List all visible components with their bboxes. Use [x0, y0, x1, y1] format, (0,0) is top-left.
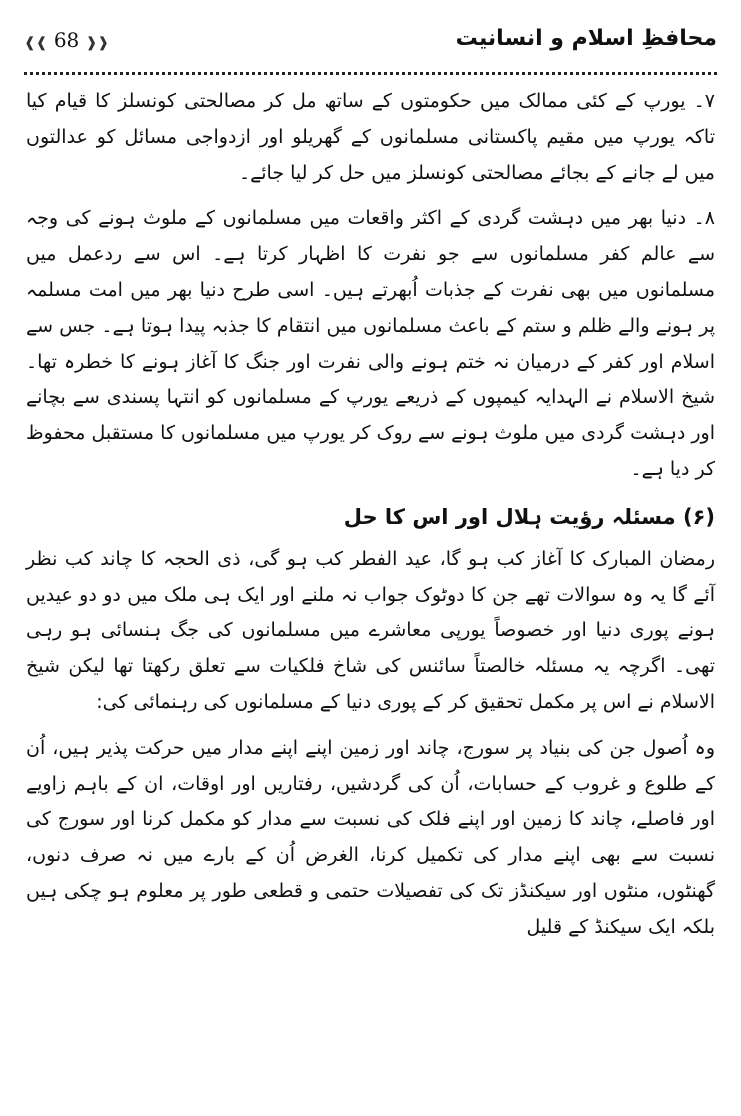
paragraph-7: ۷۔ یورپ کے کئی ممالک میں حکومتوں کے ساتھ مل کر مصالحتی کونسلز کا قیام کیا تاکہ یورپ میں مقیم پاکستانی مسلمانوں کے گھریلو اور ازدواجی مسائل کو عدالتوں میں لے جانے کے بجائے مصالحتی کونسلز میں حل کر لیا جائے۔: [26, 90, 715, 184]
section-heading: (۶) مسئلہ رؤیت ہلال اور اس کا حل: [343, 504, 715, 529]
paragraph-principles: وہ اُصول جن کی بنیاد پر سورج، چاند اور زمین اپنے اپنے مدار میں حرکت پذیر ہیں، اُن کے طلوع و غروب کے حسابات، اُن کی گردشیں، رفتاریں اور اوقات، ان کے باہم زاویے اور فاصلے، چاند کا زمین اور اپنے فلک کی نسبت سے مدار کو مکمل کرنا اور سورج کی نسبت سے بھی اپنے مدار کی تکمیل کرنا، الغرض اُن کے بارے میں نہ صرف دنوں، گھنٹوں، منٹوں اور سیکنڈز تک کی تفصیلات حتمی و قطعی طور پر معلوم ہو چکی ہیں بلکہ ایک سیکنڈ کے قلیل: [26, 736, 715, 938]
paragraph-8: ۸۔ دنیا بھر میں دہشت گردی کے اکثر واقعات میں مسلمانوں کے ملوث ہونے کی وجہ سے عالم کفر مسلمانوں سے جو نفرت کا اظہار کرتا ہے۔ اس سے ردعمل میں مسلمانوں میں بھی نفرت کے جذبات اُبھرتے ہیں۔ اسی طرح دنیا بھر میں امت مسلمہ پر ہونے والے ظلم و ستم کے باعث مسلمانوں میں انتقام کا جذبہ پیدا ہوتا ہے۔ جس سے اسلام اور کفر کے درمیان نہ ختم ہونے والی نفرت اور جنگ کا آغاز ہونے کا خطرہ تھا۔ شیخ الاسلام نے الہدایہ کیمپوں کے ذریعے یورپ کے مسلمانوں کو انتہا پسندی سے بچانے اور دہشت گردی میں ملوث ہونے سے روک کر یورپ میں مسلمانوں کا مستقبل محفوظ کر دیا ہے۔: [26, 207, 715, 480]
left-ornament-icon: ❰❰: [24, 35, 48, 51]
header-divider: [24, 72, 717, 75]
paragraph-moon-sighting: رمضان المبارک کا آغاز کب ہو گا، عید الفطر کب ہو گی، ذی الحجہ کا چاند کب نظر آئے گا یہ وہ سوالات تھے جن کا دوٹوک جواب نہ ملنے اور ایک ہی ملک میں دو دو عیدیں ہونے پوری دنیا اور خصوصاً یورپی معاشرے میں مسلمانوں کی جگ ہنسائی ہو رہی تھی۔ اگرچہ یہ مسئلہ خالصتاً سائنس کی شاخ فلکیات سے تعلق رکھتا تھا لیکن شیخ الاسلام نے اس پر مکمل تحقیق کر کے پوری دنیا کے مسلمانوں کی رہنمائی کی:: [26, 547, 715, 713]
page-header: [24, 18, 717, 70]
page-number: 68: [53, 28, 80, 52]
right-ornament-icon: ❱❱: [85, 35, 110, 51]
page-number-box: [24, 28, 109, 52]
page-body: [26, 84, 715, 956]
running-title: محافظِ اسلام و انسانیت: [455, 26, 717, 51]
